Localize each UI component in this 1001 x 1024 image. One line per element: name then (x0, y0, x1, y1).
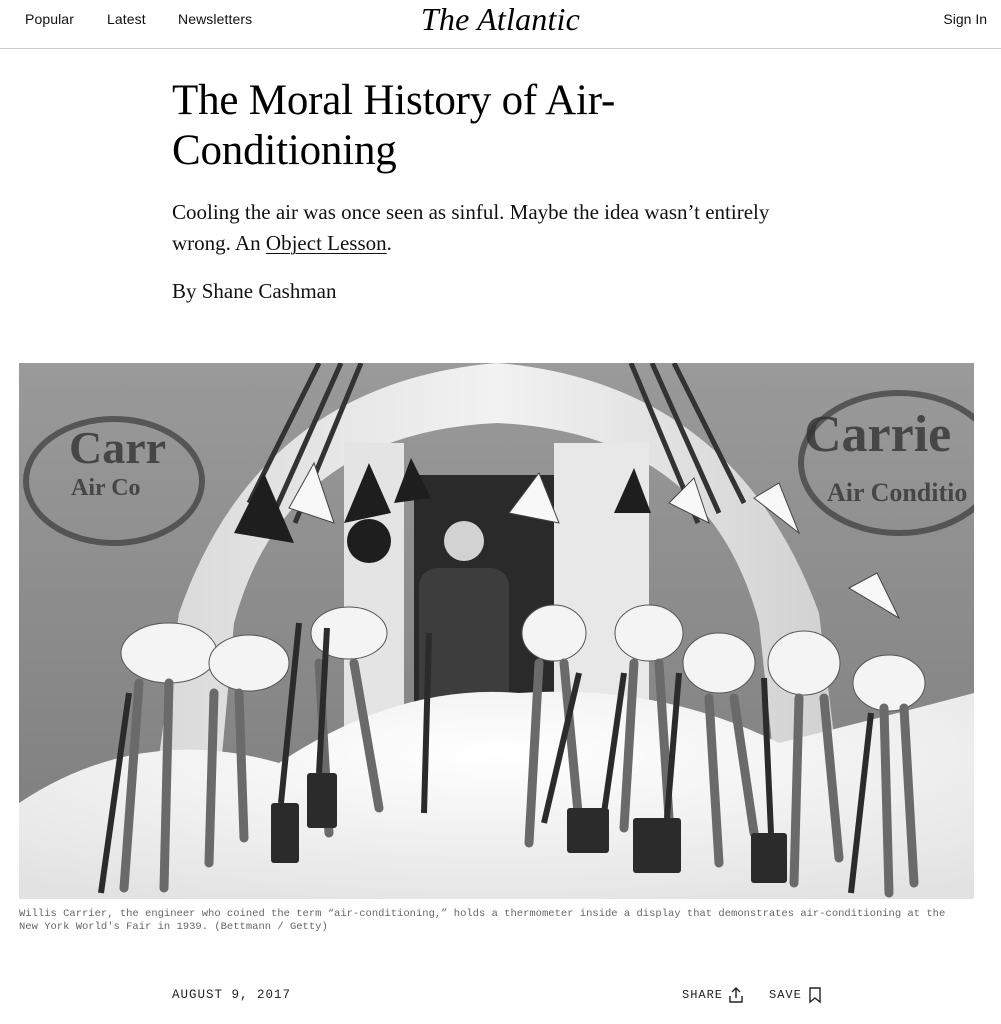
sign-right-line1: Carrie (804, 406, 952, 463)
byline: By Shane Cashman (172, 279, 337, 303)
sign-in-link[interactable]: Sign In (943, 11, 987, 27)
photo-caption: Willis Carrier, the engineer who coined the term “air-conditioning,” holds a thermometer inside a display that demonstrates air-conditioning at the New York World's Fair in 1939. (Bettmann / Getty) (19, 908, 946, 933)
nav-newsletters[interactable]: Newsletters (178, 11, 253, 27)
dek-text: Cooling the air was once seen as sinful. Maybe the idea wasn’t entirely wrong. An (172, 200, 770, 255)
save-label: SAVE (769, 988, 802, 1002)
lead-photo (19, 363, 974, 899)
sign-left-line2: Air Co (71, 475, 141, 501)
dek-period: . (386, 231, 392, 255)
save-button[interactable] (769, 986, 823, 1004)
share-icon (728, 986, 744, 1004)
article-dek (172, 197, 832, 259)
sign-right-line2: Air Conditio (827, 478, 968, 507)
lead-photo-illustration (19, 363, 974, 899)
publish-date: AUGUST 9, 2017 (172, 988, 292, 1002)
object-lesson-link[interactable]: Object Lesson (265, 231, 387, 255)
site-logo-wrap (0, 1, 1001, 37)
share-label: SHARE (682, 988, 724, 1002)
nav-latest[interactable]: Latest (107, 11, 146, 27)
sign-left-line1: Carr (69, 422, 167, 473)
article-headline: The Moral History of Air-Conditioning (172, 77, 616, 174)
nav-popular[interactable]: Popular (25, 11, 74, 27)
site-header (0, 0, 1001, 49)
share-button[interactable] (682, 986, 744, 1004)
bookmark-icon (807, 986, 823, 1004)
site-logo[interactable]: The Atlantic (420, 1, 581, 37)
